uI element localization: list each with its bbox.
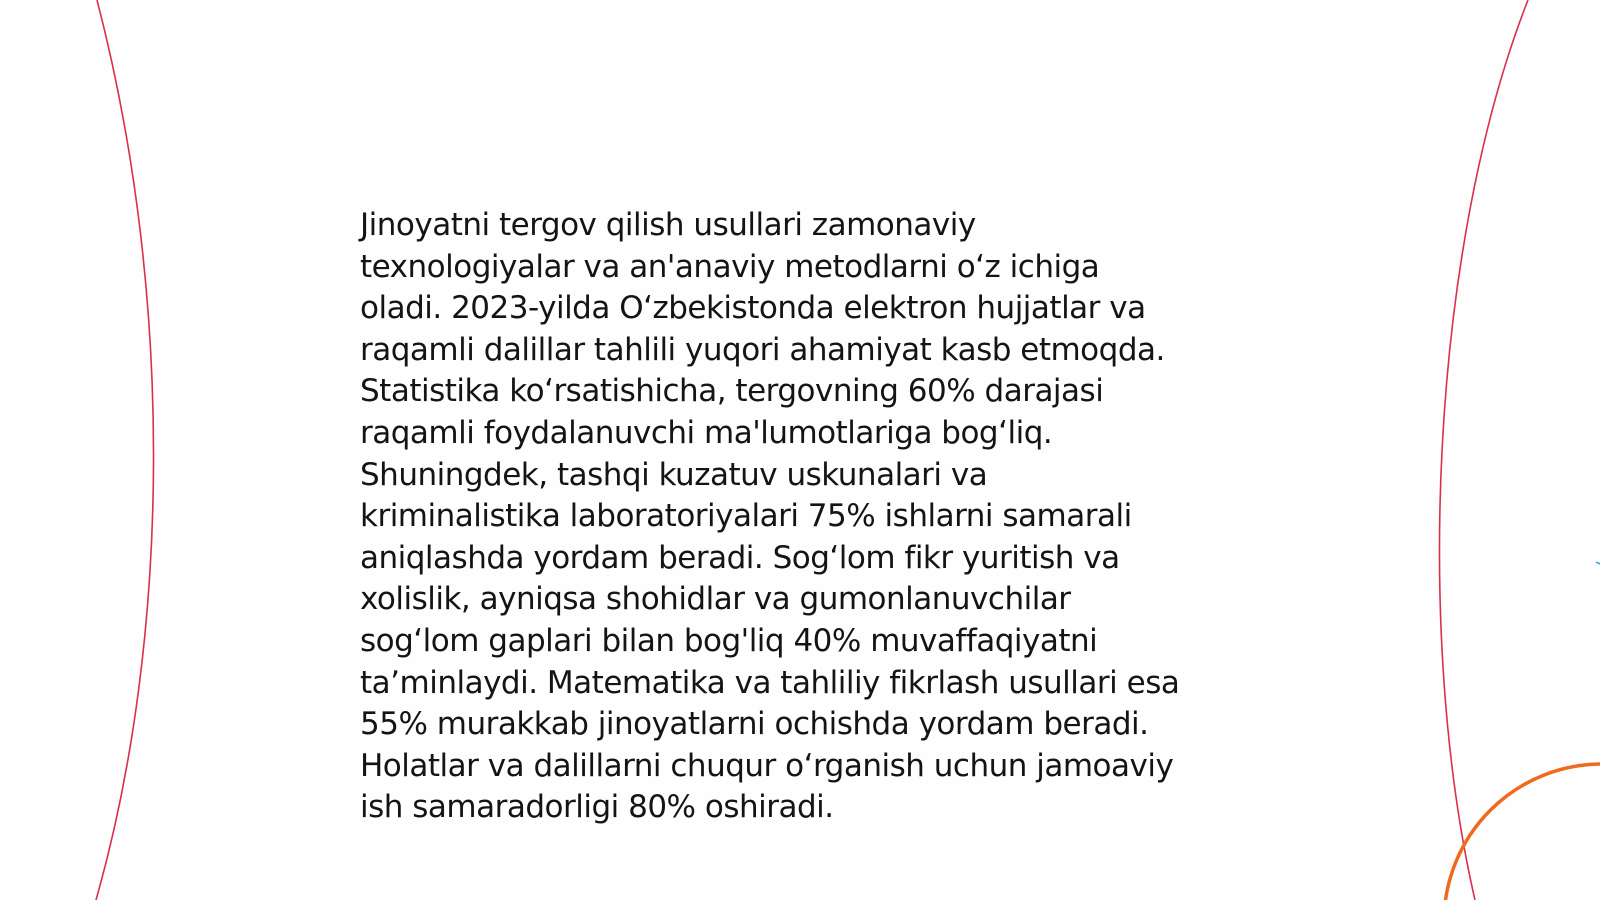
- paragraph-line: raqamli dalillar tahlili yuqori ahamiyat kasb etmoqda.: [360, 331, 1165, 368]
- paragraph-line: sog‘lom gaplari bilan bog'liq 40% muvaffaqiyatni: [360, 622, 1098, 659]
- paragraph-line: aniqlashda yordam beradi. Sog‘lom fikr yuritish va: [360, 539, 1120, 576]
- paragraph-line: Statistika ko‘rsatishicha, tergovning 60% darajasi: [360, 373, 1104, 410]
- paragraph-line: oladi. 2023-yilda O‘zbekistonda elektron hujjatlar va: [360, 290, 1146, 327]
- paragraph-line: 55% murakkab jinoyatlarni ochishda yordam beradi.: [360, 706, 1149, 743]
- paragraph-line: ta’minlaydi. Matematika va tahliliy fikrlash usullari esa: [360, 664, 1180, 701]
- body-paragraph: [360, 205, 1260, 829]
- right-arc-curve: [1439, 0, 1528, 900]
- small-accent-mark: [1596, 562, 1600, 564]
- paragraph-line: ish samaradorligi 80% oshiradi.: [360, 789, 834, 826]
- left-arc-curve: [96, 0, 154, 900]
- paragraph-line: Shuningdek, tashqi kuzatuv uskunalari va: [360, 456, 988, 493]
- paragraph-line: Holatlar va dalillarni chuqur o‘rganish uchun jamoaviy: [360, 747, 1174, 784]
- paragraph-line: xolislik, ayniqsa shohidlar va gumonlanuvchilar: [360, 581, 1071, 618]
- paragraph-line: Jinoyatni tergov qilish usullari zamonaviy: [360, 207, 976, 243]
- paragraph-line: raqamli foydalanuvchi ma'lumotlariga bog‘liq.: [360, 414, 1053, 451]
- orange-circle-outline: [1444, 764, 1600, 900]
- paragraph-line: texnologiyalar va an'anaviy metodlarni o‘z ichiga: [360, 248, 1100, 285]
- paragraph-line: kriminalistika laboratoriyalari 75% ishlarni samarali: [360, 498, 1132, 535]
